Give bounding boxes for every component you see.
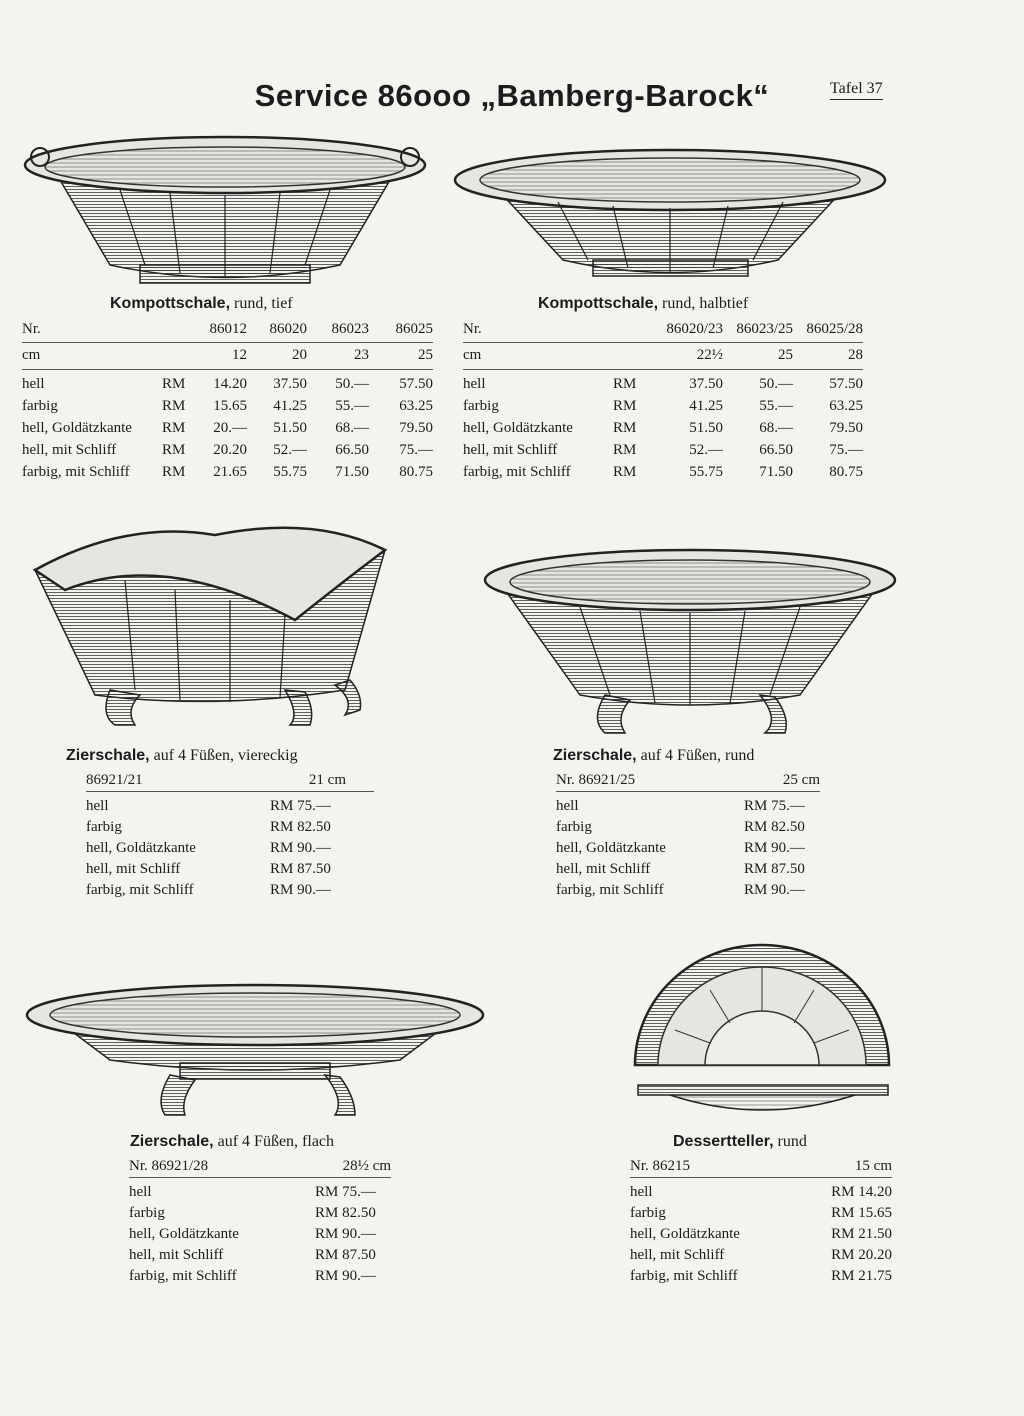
price-cell: 51.50 <box>689 420 723 436</box>
article-number: 86921/21 <box>86 772 143 788</box>
price-cell: 79.50 <box>399 420 433 436</box>
article-number: Nr. 86215 <box>630 1158 690 1174</box>
bowl-deep-illustration <box>20 125 430 295</box>
caption-kompottschale-halbtief <box>538 295 748 313</box>
price-cell: 52.— <box>689 442 723 458</box>
row-label: hell, mit Schliff <box>129 1247 224 1263</box>
row-label: hell, Goldätzkante <box>86 840 196 856</box>
price-cell: 71.50 <box>335 464 369 480</box>
currency: RM <box>613 376 637 392</box>
price-cell: RM 90.— <box>744 882 805 898</box>
list-item <box>129 1224 391 1245</box>
bowl-halfdeep-illustration <box>448 140 893 285</box>
price-cell: 75.— <box>829 442 863 458</box>
row-label: farbig, mit Schliff <box>86 882 194 898</box>
list-item <box>86 859 374 880</box>
row-label: hell <box>630 1184 653 1200</box>
price-cell: 52.— <box>273 442 307 458</box>
dessert-plate-illustration <box>630 935 895 1125</box>
table-row <box>463 441 863 463</box>
price-cell: 71.50 <box>759 464 793 480</box>
row-label: farbig <box>86 819 122 835</box>
currency: RM <box>613 420 637 436</box>
list-item <box>556 880 820 901</box>
price-cell: 63.25 <box>399 398 433 414</box>
price-cell: 55.— <box>759 398 793 414</box>
list-item <box>86 880 374 901</box>
row-label: hell, Goldätzkante <box>463 420 573 436</box>
article-size: 15 cm <box>854 1158 892 1174</box>
product-desc: rund, halbtief <box>662 295 749 312</box>
table-row <box>22 463 433 485</box>
row-label: hell, Goldätzkante <box>129 1226 239 1242</box>
row-label: hell, mit Schliff <box>463 442 558 458</box>
price-cell: 14.20 <box>213 376 247 392</box>
price-cell: 75.— <box>399 442 433 458</box>
product-desc: rund, tief <box>234 295 293 312</box>
currency: RM <box>162 442 186 458</box>
list-item <box>556 859 820 880</box>
nr-cell: 86020 <box>247 320 307 343</box>
row-label: farbig <box>463 398 499 414</box>
price-cell: RM 90.— <box>315 1268 376 1284</box>
product-desc: auf 4 Füßen, rund <box>640 747 755 764</box>
list-item <box>86 838 374 859</box>
list-item <box>630 1266 892 1287</box>
cm-label: cm <box>463 343 613 370</box>
row-label: hell <box>556 798 579 814</box>
price-cell: RM 87.50 <box>744 861 805 877</box>
table-row <box>22 397 433 419</box>
price-cell: RM 90.— <box>270 840 331 856</box>
product-desc: auf 4 Füßen, flach <box>217 1133 335 1150</box>
price-list-dessertteller <box>630 1158 892 1287</box>
article-number: Nr. 86921/25 <box>556 772 636 788</box>
cm-label: cm <box>22 343 162 370</box>
row-label: hell, mit Schliff <box>22 442 117 458</box>
currency: RM <box>162 420 186 436</box>
price-cell: 20.— <box>213 420 247 436</box>
product-name: Kompottschale, <box>538 295 659 312</box>
currency: RM <box>162 398 186 414</box>
price-cell: RM 87.50 <box>315 1247 376 1263</box>
row-label: farbig, mit Schliff <box>22 464 130 480</box>
price-cell: 41.25 <box>273 398 307 414</box>
price-cell: 50.— <box>759 376 793 392</box>
row-label: farbig <box>556 819 592 835</box>
price-cell: 55.75 <box>273 464 307 480</box>
price-cell: 57.50 <box>829 376 863 392</box>
article-number: Nr. 86921/28 <box>129 1158 209 1174</box>
price-cell: 50.— <box>335 376 369 392</box>
price-cell: RM 90.— <box>270 882 331 898</box>
list-item <box>630 1203 892 1224</box>
price-list-zierschale-flach <box>129 1158 391 1287</box>
row-label: hell <box>22 376 45 392</box>
price-cell: RM 75.— <box>744 798 805 814</box>
caption-zierschale-viereckig <box>66 747 298 765</box>
price-cell: RM 90.— <box>744 840 805 856</box>
list-item <box>630 1182 892 1203</box>
article-size: 28½ cm <box>342 1158 391 1174</box>
size-cell: 22½ <box>643 343 723 370</box>
product-name: Zierschale, <box>66 747 150 764</box>
size-cell: 25 <box>723 343 793 370</box>
price-cell: 57.50 <box>399 376 433 392</box>
price-cell: 79.50 <box>829 420 863 436</box>
row-label: farbig, mit Schliff <box>129 1268 237 1284</box>
table-row <box>463 397 863 419</box>
price-cell: 37.50 <box>273 376 307 392</box>
product-desc: rund <box>777 1133 807 1150</box>
caption-zierschale-rund <box>553 747 754 765</box>
price-cell: 80.75 <box>399 464 433 480</box>
row-label: farbig <box>129 1205 165 1221</box>
price-cell: 41.25 <box>689 398 723 414</box>
nr-cell: 86025/28 <box>793 320 863 343</box>
row-label: hell <box>463 376 486 392</box>
list-item <box>630 1224 892 1245</box>
price-cell: RM 75.— <box>270 798 331 814</box>
list-item <box>556 796 820 817</box>
row-label: hell, Goldätzkante <box>22 420 132 436</box>
price-cell: RM 82.50 <box>270 819 331 835</box>
list-item <box>556 817 820 838</box>
caption-kompottschale-tief <box>110 295 293 313</box>
price-list-zierschale-viereckig <box>86 772 374 901</box>
row-label: hell, mit Schliff <box>86 861 181 877</box>
price-table-kompottschale-tief <box>22 320 433 485</box>
price-cell: 55.75 <box>689 464 723 480</box>
article-size: 21 cm <box>308 772 346 788</box>
price-cell: 51.50 <box>273 420 307 436</box>
price-cell: 80.75 <box>829 464 863 480</box>
size-cell: 20 <box>247 343 307 370</box>
price-cell: 21.65 <box>213 464 247 480</box>
size-cell: 23 <box>307 343 369 370</box>
list-item <box>129 1245 391 1266</box>
currency: RM <box>162 464 186 480</box>
price-cell: 66.50 <box>759 442 793 458</box>
product-name: Zierschale, <box>130 1133 214 1150</box>
currency: RM <box>613 442 637 458</box>
product-name: Zierschale, <box>553 747 637 764</box>
price-cell: 63.25 <box>829 398 863 414</box>
list-item <box>129 1203 391 1224</box>
table-row <box>463 419 863 441</box>
size-cell: 28 <box>793 343 863 370</box>
currency: RM <box>613 464 637 480</box>
nr-cell: 86025 <box>369 320 433 343</box>
price-cell: RM 15.65 <box>831 1205 892 1221</box>
price-cell: 20.20 <box>213 442 247 458</box>
nr-cell: 86023 <box>307 320 369 343</box>
table-row <box>463 370 863 398</box>
currency: RM <box>162 376 186 392</box>
price-cell: 68.— <box>759 420 793 436</box>
product-desc: auf 4 Füßen, viereckig <box>153 747 298 764</box>
price-cell: RM 87.50 <box>270 861 331 877</box>
nr-label: Nr. <box>463 320 613 343</box>
price-cell: RM 75.— <box>315 1184 376 1200</box>
row-label: hell, mit Schliff <box>630 1247 725 1263</box>
table-row <box>22 370 433 398</box>
list-item <box>556 838 820 859</box>
size-cell: 25 <box>369 343 433 370</box>
price-cell: 37.50 <box>689 376 723 392</box>
nr-label: Nr. <box>22 320 162 343</box>
row-label: hell <box>129 1184 152 1200</box>
bowl-square-footed-illustration <box>15 510 405 735</box>
bowl-round-footed-illustration <box>480 545 900 740</box>
row-label: hell <box>86 798 109 814</box>
table-row <box>22 441 433 463</box>
list-item <box>630 1245 892 1266</box>
row-label: hell, Goldätzkante <box>630 1226 740 1242</box>
list-item <box>129 1266 391 1287</box>
size-cell: 12 <box>192 343 247 370</box>
price-cell: RM 21.75 <box>831 1268 892 1284</box>
table-row <box>22 419 433 441</box>
table-row <box>463 463 863 485</box>
row-label: farbig, mit Schliff <box>556 882 664 898</box>
price-list-zierschale-rund <box>556 772 820 901</box>
row-label: hell, Goldätzkante <box>556 840 666 856</box>
currency: RM <box>613 398 637 414</box>
nr-cell: 86012 <box>192 320 247 343</box>
article-size: 25 cm <box>782 772 820 788</box>
nr-cell: 86020/23 <box>643 320 723 343</box>
caption-dessertteller <box>673 1133 807 1151</box>
price-table-kompottschale-halbtief <box>463 320 863 485</box>
price-cell: RM 20.20 <box>831 1247 892 1263</box>
price-cell: RM 14.20 <box>831 1184 892 1200</box>
row-label: farbig, mit Schliff <box>630 1268 738 1284</box>
price-cell: RM 21.50 <box>831 1226 892 1242</box>
product-name: Dessertteller, <box>673 1133 774 1150</box>
nr-cell: 86023/25 <box>723 320 793 343</box>
price-cell: RM 90.— <box>315 1226 376 1242</box>
caption-zierschale-flach <box>130 1133 334 1151</box>
list-item <box>129 1182 391 1203</box>
row-label: farbig <box>22 398 58 414</box>
price-cell: RM 82.50 <box>744 819 805 835</box>
list-item <box>86 796 374 817</box>
row-label: hell, mit Schliff <box>556 861 651 877</box>
page-title: Service 86ooo „Bamberg-Barock“ <box>254 78 770 113</box>
price-cell: 66.50 <box>335 442 369 458</box>
bowl-flat-footed-illustration <box>20 975 490 1125</box>
row-label: farbig <box>630 1205 666 1221</box>
product-name: Kompottschale, <box>110 295 231 312</box>
price-cell: 68.— <box>335 420 369 436</box>
price-cell: RM 82.50 <box>315 1205 376 1221</box>
list-item <box>86 817 374 838</box>
price-cell: 55.— <box>335 398 369 414</box>
row-label: farbig, mit Schliff <box>463 464 571 480</box>
plate-number: Tafel 37 <box>830 80 883 100</box>
price-cell: 15.65 <box>213 398 247 414</box>
